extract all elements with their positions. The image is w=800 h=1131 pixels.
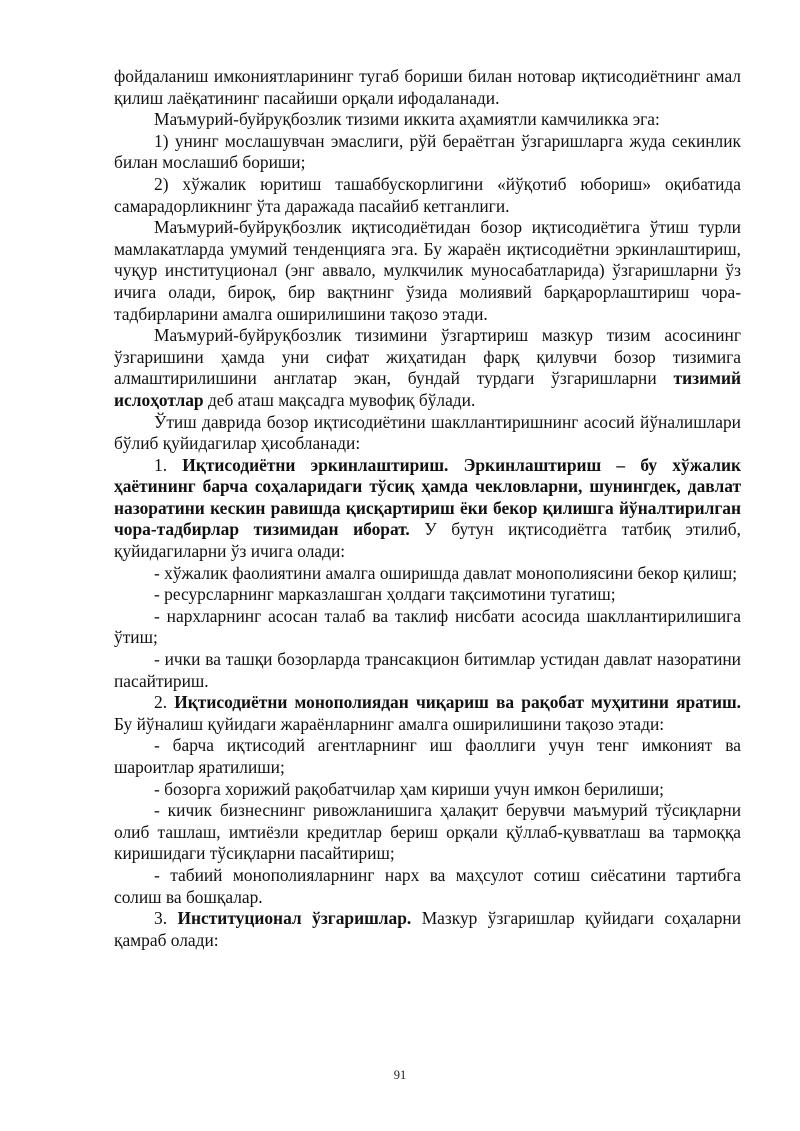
text-run: - хўжалик фаолиятини амалга оширишда давлат монополиясини бекор қилиш; bbox=[154, 562, 738, 583]
text-run: Маъмурий-буйруқбозлик тизимини ўзгартириш мазкур тизим асосининг ўзгаришини ҳамда уни сифат жиҳатидан фарқ қилувчи бозор тизимига алмаштирилишини англатар экан, бундай турдаги ўзгаришларни bbox=[114, 325, 741, 389]
paragraph bbox=[114, 606, 741, 649]
paragraph bbox=[114, 412, 741, 455]
document-page bbox=[114, 66, 741, 951]
paragraph bbox=[114, 563, 741, 585]
paragraph bbox=[114, 131, 741, 174]
paragraph bbox=[114, 649, 741, 692]
text-run: Маъмурий-буйруқбозлик тизими иккита аҳамиятли камчиликка эга: bbox=[154, 109, 660, 130]
text-run: фойдаланиш имкониятларининг тугаб бориши билан нотовар иқтисодиётнинг амал қилиш лаёқатининг пасайиши орқали ифодаланади. bbox=[114, 66, 741, 108]
text-run: Мазкур ўзгаришлар қуйидаги соҳаларни қамраб олади: bbox=[114, 908, 742, 950]
paragraph bbox=[114, 109, 741, 131]
text-run: У бутун иқтисодиётга татбиқ этилиб, қуйидагиларни ўз ичига олади: bbox=[114, 519, 741, 562]
text-run: - барча иқтисодий агентларнинг иш фаоллиги учун тенг имконият ва шароитлар яратилиши; bbox=[114, 735, 741, 777]
text-run: 1. bbox=[154, 454, 183, 475]
text-run: - ички ва ташқи бозорларда трансакцион битимлар устидан давлат назоратини пасайтириш. bbox=[114, 649, 741, 691]
text-run: - ресурсларнинг марказлашган ҳолдаги тақсимотини тугатиш; bbox=[154, 584, 616, 605]
paragraph bbox=[114, 217, 741, 325]
paragraph bbox=[114, 325, 741, 411]
paragraph bbox=[114, 692, 741, 735]
text-run: 2) хўжалик юритиш ташаббускорлигини «йўқотиб юбориш» оқибатида самарадорликнинг ўта даражада пасайиб кетганлиги. bbox=[114, 173, 741, 216]
bold-text-run: Институционал ўзгаришлар. bbox=[177, 908, 412, 929]
paragraph bbox=[114, 174, 741, 217]
text-run: 3. bbox=[154, 908, 178, 929]
text-run: - кичик бизнеснинг ривожланишига ҳалақит берувчи маъмурий тўсиқларни олиб ташлаш, имтиёзли кредитлар бериш орқали қўллаб-қувватлаш ва тармоққа киришидаги тўсиқларни пасайтириш; bbox=[114, 800, 741, 864]
text-run: Ўтиш даврида бозор иқтисодиётини шакллантиришнинг асосий йўналишлари бўлиб қуйидагилар ҳисобланади: bbox=[114, 411, 741, 454]
text-run: - табиий монополияларнинг нарх ва маҳсулот сотиш сиёсатини тартибга солиш ва бошқалар. bbox=[114, 864, 741, 907]
text-run: 2. bbox=[154, 692, 175, 713]
bold-text-run: Иқтисодиётни монополиядан чиқариш ва рақобат муҳитини яратиш. bbox=[174, 692, 741, 713]
text-run: Маъмурий-буйруқбозлик иқтисодиётидан бозор иқтисодиётига ўтиш турли мамлакатларда умумий тенденцияга эга. Бу жараён иқтисодиётни эркинлаштириш, чуқур институционал (энг аввало, мулкчилик муносабатларида) ўзгаришларни ўз ичига олади, бироқ, бир вақтнинг ўзида молиявий барқарорлаштириш чора-тадбирларини амалга оширилишини тақозо этади. bbox=[114, 217, 741, 324]
paragraph bbox=[114, 66, 741, 109]
paragraph bbox=[114, 800, 741, 865]
paragraph bbox=[114, 584, 741, 606]
paragraph bbox=[114, 865, 741, 908]
paragraph bbox=[114, 455, 741, 563]
page-number: 91 bbox=[393, 1068, 407, 1082]
bold-text-run: Иқтисодиётни эркинлаштириш. Эркинлаштириш – бу хўжалик ҳаётининг барча соҳаларидаги тўсиқ ҳамда чекловларни, шунингдек, давлат назоратини кескин равишда қисқартириш ёки бекор қилишга йўналтирилган чора-тадбирлар тизимидан иборат. bbox=[114, 454, 741, 540]
document-body bbox=[114, 66, 741, 951]
text-run: Бу йўналиш қуйидаги жараёнларнинг амалга оширилишини тақозо этади: bbox=[114, 713, 665, 734]
text-run: - нархларнинг асосан талаб ва таклиф нисбати асосида шакллантирилишига ўтиш; bbox=[114, 605, 741, 648]
text-run: - бозорга хорижий рақобатчилар ҳам кириши учун имкон берилиши; bbox=[154, 778, 664, 799]
paragraph bbox=[114, 735, 741, 778]
paragraph bbox=[114, 908, 741, 951]
bold-text-run: тизимий ислоҳотлар bbox=[114, 368, 741, 410]
text-run: 1) унинг мослашувчан эмаслиги, рўй бераётган ўзгаришларга жуда секинлик билан мослашиб бориши; bbox=[114, 130, 741, 173]
text-run: деб аташ мақсадга мувофиқ бўлади. bbox=[203, 389, 476, 410]
paragraph bbox=[114, 779, 741, 801]
